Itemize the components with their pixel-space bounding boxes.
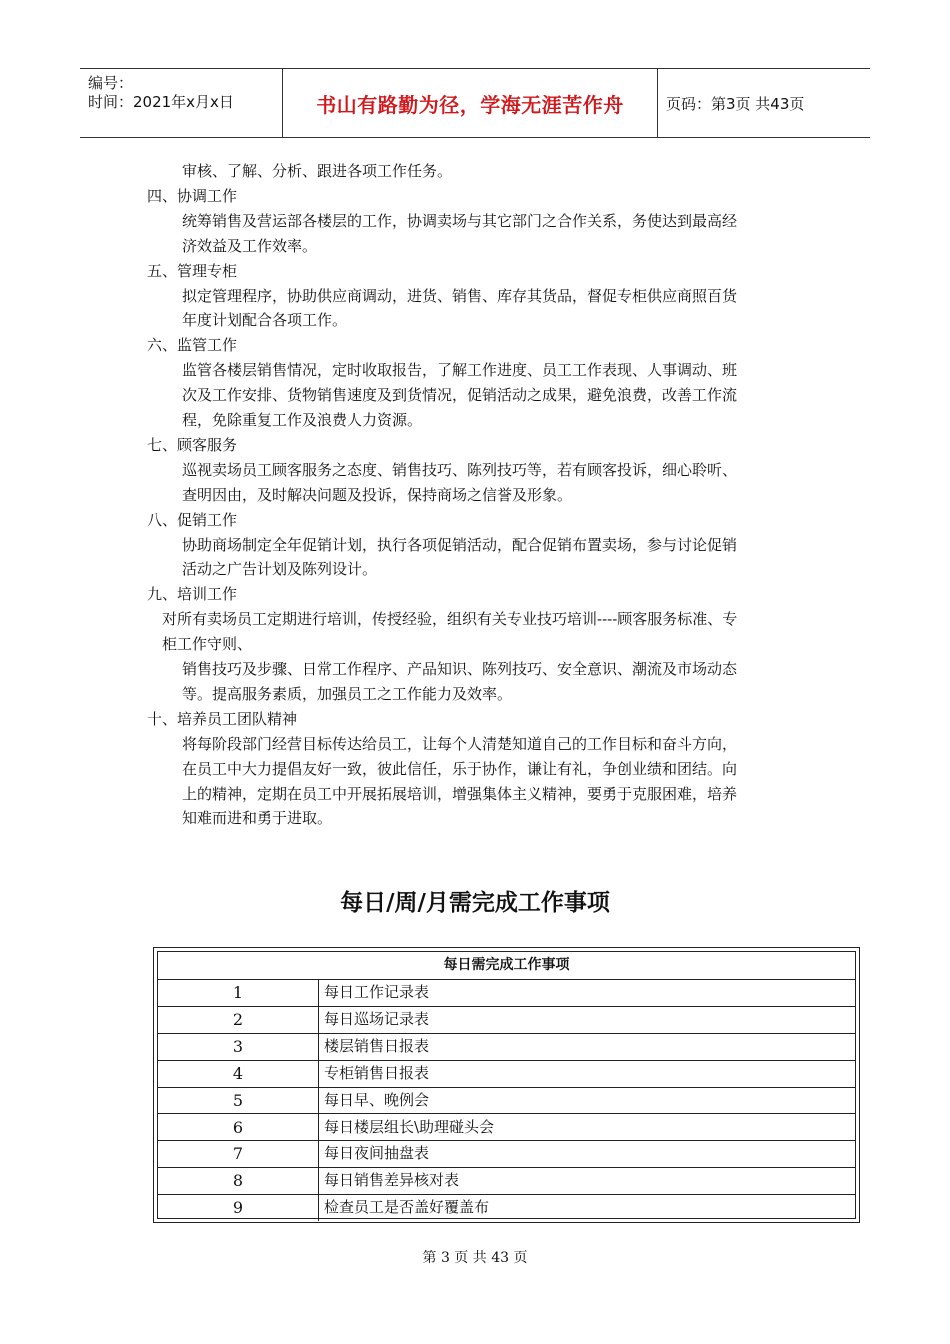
row-number: 5 <box>158 1087 319 1114</box>
paragraph-line: 知难而进和勇于进取。 <box>182 809 333 828</box>
table-row <box>158 1194 855 1221</box>
number-label: 编号： <box>88 74 134 92</box>
table-row <box>158 1140 855 1168</box>
row-number: 8 <box>158 1167 319 1194</box>
row-number: 7 <box>158 1140 319 1167</box>
row-number: 2 <box>158 1006 319 1033</box>
paragraph-line: 济效益及工作效率。 <box>182 236 318 255</box>
paragraph-line: 对所有卖场员工定期进行培训，传授经验，组织有关专业技巧培训----顾客服务标准、专 <box>162 610 738 629</box>
paragraph-line: 巡视卖场员工顾客服务之态度、销售技巧、陈列技巧等，若有顾客投诉，细心聆听、 <box>182 460 738 479</box>
row-number: 9 <box>158 1194 319 1221</box>
table-row <box>158 1033 855 1061</box>
paragraph-line: 次及工作安排、货物销售速度及到货情况，促销活动之成果，避免浪费，改善工作流 <box>182 386 738 405</box>
paragraph-line: 柜工作守则、 <box>162 635 253 654</box>
paragraph-line: 活动之广告计划及陈列设计。 <box>182 560 378 579</box>
paragraph-line: 协助商场制定全年促销计划，执行各项促销活动，配合促销布置卖场，参与讨论促销 <box>182 535 738 554</box>
row-task: 每日销售差异核对表 <box>324 1171 460 1190</box>
row-number: 1 <box>158 979 319 1006</box>
paragraph-line: 查明因由，及时解决问题及投诉，保持商场之信誉及形象。 <box>182 485 573 504</box>
section-heading: 九、培训工作 <box>147 585 238 604</box>
table-header: 每日需完成工作事项 <box>158 952 855 980</box>
table-row <box>158 1114 855 1142</box>
row-task: 楼层销售日报表 <box>324 1036 430 1055</box>
paragraph-line: 上的精神，定期在员工中开展拓展培训，增强集体主义精神，要勇于克服困难，培养 <box>182 784 738 803</box>
table-row <box>158 1060 855 1088</box>
row-number: 3 <box>158 1033 319 1060</box>
header-meta <box>80 69 283 137</box>
row-number: 4 <box>158 1060 319 1087</box>
paragraph-line: 销售技巧及步骤、日常工作程序、产品知识、陈列技巧、安全意识、潮流及市场动态 <box>182 660 738 678</box>
daily-tasks-table <box>153 947 860 1223</box>
paragraph-line: 监管各楼层销售情况，定时收取报告，了解工作进度、员工工作表现、人事调动、班 <box>182 361 738 380</box>
page-header <box>80 68 870 138</box>
paragraph-line: 年度计划配合各项工作。 <box>182 311 348 330</box>
paragraph-line: 审核、了解、分析、跟进各项工作任务。 <box>182 162 453 180</box>
row-task: 每日夜间抽盘表 <box>324 1144 430 1163</box>
paragraph-line: 拟定管理程序，协助供应商调动，进货、销售、库存其货品，督促专柜供应商照百货 <box>182 286 738 305</box>
row-task: 每日巡场记录表 <box>324 1009 430 1028</box>
row-task: 每日早、晚例会 <box>324 1090 430 1109</box>
table-row <box>158 979 855 1007</box>
paragraph-line: 在员工中大力提倡友好一致，彼此信任，乐于协作，谦让有礼，争创业绩和团结。向 <box>182 759 738 778</box>
section-heading: 六、监管工作 <box>147 336 238 355</box>
paragraph-line: 将每阶段部门经营目标传达给员工，让每个人清楚知道自己的工作目标和奋斗方向， <box>182 734 738 753</box>
section-heading: 八、促销工作 <box>147 510 238 529</box>
paragraph-line: 统筹销售及营运部各楼层的工作，协调卖场与其它部门之合作关系，务使达到最高经 <box>182 211 738 230</box>
table-inner-frame <box>157 951 856 1219</box>
table-row <box>158 1167 855 1195</box>
paragraph-line: 等。提高服务素质，加强员工之工作能力及效率。 <box>182 684 513 703</box>
row-task: 每日工作记录表 <box>324 983 430 1001</box>
page-footer: 第 3 页 共 43 页 <box>422 1250 528 1266</box>
section-heading: 五、管理专柜 <box>147 261 238 280</box>
section-title: 每日/周/月需完成工作事项 <box>340 890 610 916</box>
section-heading: 七、顾客服务 <box>147 435 238 454</box>
row-task: 检查员工是否盖好覆盖布 <box>324 1198 490 1217</box>
section-heading: 十、培养员工团队精神 <box>147 709 298 728</box>
section-heading: 四、协调工作 <box>147 186 238 205</box>
table-row <box>158 1006 855 1034</box>
row-task: 每日楼层组长\助理碰头会 <box>324 1117 495 1136</box>
paragraph-line: 程，免除重复工作及浪费人力资源。 <box>182 411 423 429</box>
table-row <box>158 1087 855 1115</box>
row-task: 专柜销售日报表 <box>324 1063 430 1082</box>
row-number: 6 <box>158 1114 319 1141</box>
time-label: 时间：2021年x月x日 <box>88 93 234 111</box>
slogan: 书山有路勤为径，学海无涯苦作舟 <box>316 92 624 117</box>
header-page-info: 页码：第3页 共43页 <box>666 94 805 113</box>
header-slogan-cell <box>283 69 658 137</box>
